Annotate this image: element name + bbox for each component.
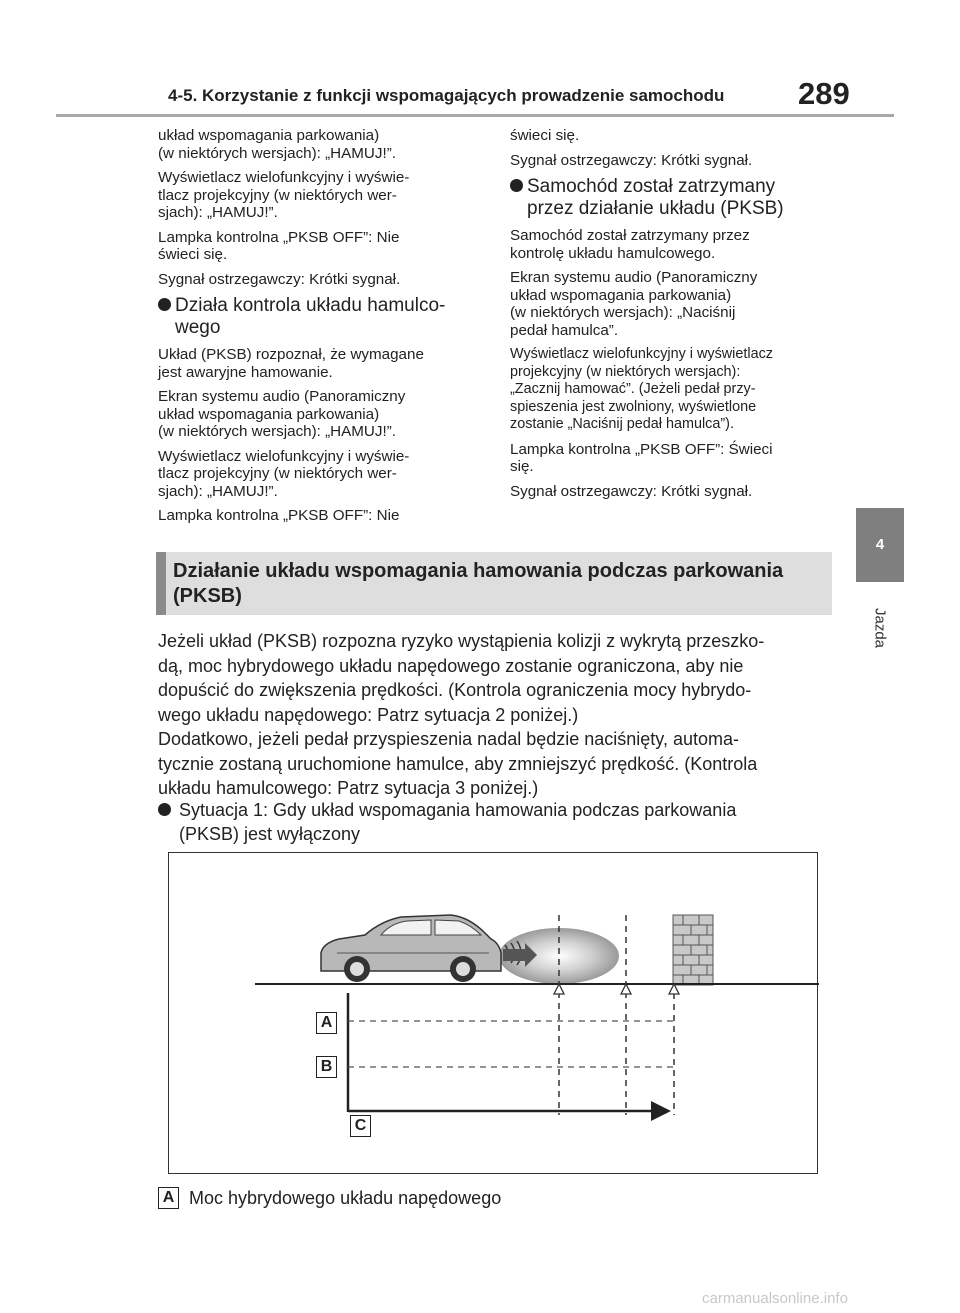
situation-bullet: Sytuacja 1: Gdy układ wspomagania hamowania podczas parkowania (PKSB) jest wyłączony bbox=[158, 798, 736, 846]
pksb-diagram bbox=[168, 852, 818, 1174]
label-b: B bbox=[316, 1056, 337, 1078]
paragraph: Lampka kontrolna „PKSB OFF”: Nie bbox=[158, 507, 400, 524]
page-number: 289 bbox=[798, 76, 850, 111]
label-a: A bbox=[316, 1012, 337, 1034]
paragraph: Sygnał ostrzegawczy: Krótki sygnał. bbox=[510, 151, 753, 169]
header-rule bbox=[56, 114, 894, 117]
bullet-dot-icon bbox=[158, 803, 171, 816]
bullet-heading: Samochód został zatrzymany przez działanie układu (PKSB) bbox=[510, 176, 840, 220]
paragraph: Wyświetlacz wielofunkcyjny i wyświetlacz projekcyjny (w niektórych wersjach): „Zacznij hamować”. (Jeżeli pedał przy- spieszenia jest zwolniony, wyświetlone zostanie „Naciśnij pedał hamulca”). bbox=[510, 346, 773, 432]
paragraph: Lampka kontrolna „PKSB OFF”: Nie świeci się. bbox=[158, 228, 400, 263]
legend-label: A bbox=[158, 1187, 179, 1209]
brick-wall-icon bbox=[673, 915, 713, 985]
diagram-drawing bbox=[169, 853, 819, 1175]
chapter-side-label: Jazda bbox=[871, 607, 889, 649]
paragraph: Sygnał ostrzegawczy: Krótki sygnał. bbox=[510, 482, 753, 500]
left-column bbox=[158, 127, 488, 532]
right-column bbox=[510, 127, 840, 507]
paragraph: Sygnał ostrzegawczy: Krótki sygnał. bbox=[158, 270, 401, 288]
bullet-heading: Działa kontrola układu hamulco- wego bbox=[158, 295, 488, 339]
legend-text: Moc hybrydowego układu napędowego bbox=[189, 1188, 502, 1208]
paragraph: Ekran systemu audio (Panoramiczny układ wspomagania parkowania) (w niektórych wersjach): „Naciśnij pedał hamulca”. bbox=[510, 269, 758, 339]
section-heading: Działanie układu wspomagania hamowania podczas parkowania (PKSB) bbox=[173, 560, 784, 607]
section-heading-box bbox=[156, 552, 832, 615]
paragraph: Ekran systemu audio (Panoramiczny układ wspomagania parkowania) (w niektórych wersjach): „HAMUJ!”. bbox=[158, 388, 406, 440]
body-text: Jeżeli układ (PKSB) rozpozna ryzyko wystąpienia kolizji z wykrytą przeszko- dą, moc hybrydowego układu napędowego zostanie ograniczona, aby nie dopuścić do zwiększenia prędkości. (Kontrola ograniczenia mocy hybrydo- wego układu napędowego: Patrz sytuacja 2 poniżej.) Dodatkowo, jeżeli pedał przyspieszenia nadal będzie naciśnięty, automa- tycznie zostaną uruchomione hamulce, aby zmniejszyć prędkość. (Kontrola układu hamulcowego: Patrz sytuacja 3 poniżej.) bbox=[158, 631, 765, 798]
watermark[interactable]: carmanualsonline.info bbox=[702, 1290, 848, 1307]
bullet-dot-icon bbox=[510, 179, 523, 192]
paragraph: Samochód został zatrzymany przez kontrolę układu hamulcowego. bbox=[510, 227, 750, 262]
heading-accent-bar bbox=[156, 552, 166, 615]
bullet-dot-icon bbox=[158, 298, 171, 311]
paragraph: Lampka kontrolna „PKSB OFF”: Świeci się. bbox=[510, 440, 773, 475]
paragraph: świeci się. bbox=[510, 127, 580, 144]
paragraph: układ wspomagania parkowania) (w niektórych wersjach): „HAMUJ!”. bbox=[158, 127, 396, 162]
paragraph: Układ (PKSB) rozpoznał, że wymagane jest awaryjne hamowanie. bbox=[158, 346, 424, 381]
label-c: C bbox=[350, 1115, 371, 1137]
paragraph: Wyświetlacz wielofunkcyjny i wyświe- tlacz projekcyjny (w niektórych wer- sjach): „HAMUJ!”. bbox=[158, 447, 410, 500]
chapter-tab[interactable]: 4 bbox=[856, 508, 904, 582]
section-header-title: 4-5. Korzystanie z funkcji wspomagających prowadzenie samochodu bbox=[168, 86, 725, 105]
paragraph: Wyświetlacz wielofunkcyjny i wyświe- tlacz projekcyjny (w niektórych wer- sjach): „HAMUJ!”. bbox=[158, 169, 410, 221]
